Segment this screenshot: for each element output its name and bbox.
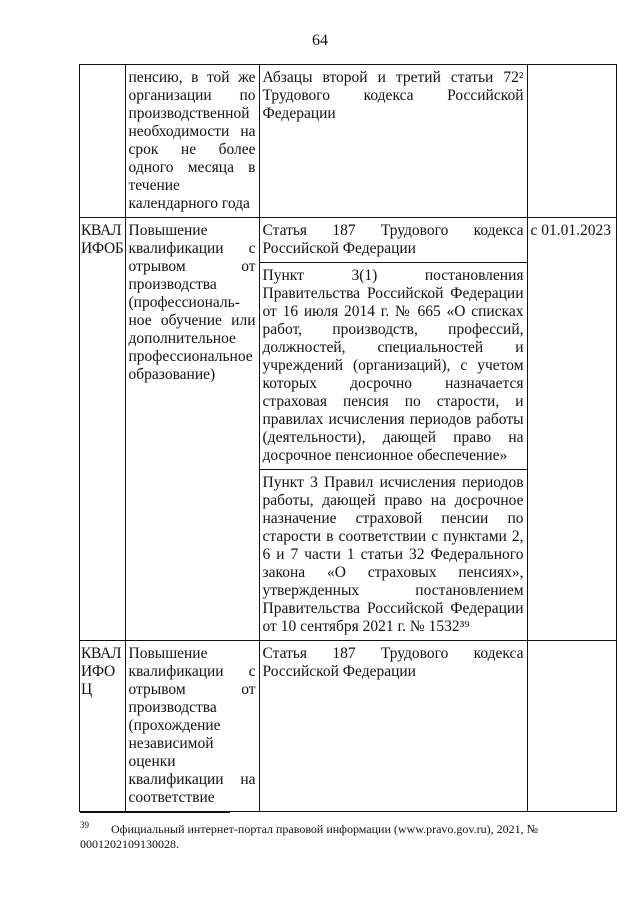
- legal-basis-table: [79, 64, 617, 812]
- footnote: [80, 818, 610, 852]
- code-cell: [80, 65, 126, 218]
- basis-cell: Пункт 3(1) постановления Правительства Российской Федерации от 16 июля 2014 г. № 665 «О списках работ, производств, профессий, должностей, специальностей и учреждений (организаций), с учетом которых досрочно назначается страховая пенсия по старости, и правилах исчисления периодов работы (деятельности), дающей право на досрочное пенсионное обеспечение»: [259, 263, 527, 470]
- basis-cell: Статья 187 Трудового кодекса Российской Федерации: [259, 641, 527, 812]
- table-row: [80, 641, 617, 812]
- table-row: [80, 218, 617, 263]
- name-cell: пенсию, в той же организации по производственной необходимости на срок не более одного месяца в течение календарного года: [125, 65, 259, 218]
- basis-cell: Пункт 3 Правил исчисления периодов работы, дающей право на досрочное назначение страховой пенсии по старости в соответствии с пунктами 2, 6 и 7 части 1 статьи 32 Федерального закона «О страховых пенсиях», утвержденных постановлением Правительства Российской Федерации от 10 сентября 2021 г. № 1532³⁹: [259, 470, 527, 641]
- code-cell: КВАЛ ИФОБ: [80, 218, 126, 641]
- date-cell: [527, 641, 616, 812]
- footnote-number: 39: [80, 820, 89, 830]
- footnote-text: Официальный интернет-портал правовой информации (www.pravo.gov.ru), 2021, № 0001202109130028.: [80, 822, 539, 851]
- page-number: 64: [312, 32, 328, 49]
- table-row: [80, 65, 617, 218]
- name-cell: Повышение квалификации с отрывом от производства (прохождение независимой оценки квалификации на соответствие: [125, 641, 259, 812]
- date-cell: [527, 65, 616, 218]
- basis-cell: Статья 187 Трудового кодекса Российской Федерации: [259, 218, 527, 263]
- date-cell: с 01.01.2023: [527, 218, 616, 641]
- code-cell: КВАЛ ИФО Ц: [80, 641, 126, 812]
- basis-cell: Абзацы второй и третий статьи 72² Трудового кодекса Российской Федерации: [259, 65, 527, 218]
- footnote-separator: [80, 812, 230, 813]
- name-cell: Повышение квалификации с отрывом от производства (профессиональ-ное обучение или дополнительное профессиональное образование): [125, 218, 259, 641]
